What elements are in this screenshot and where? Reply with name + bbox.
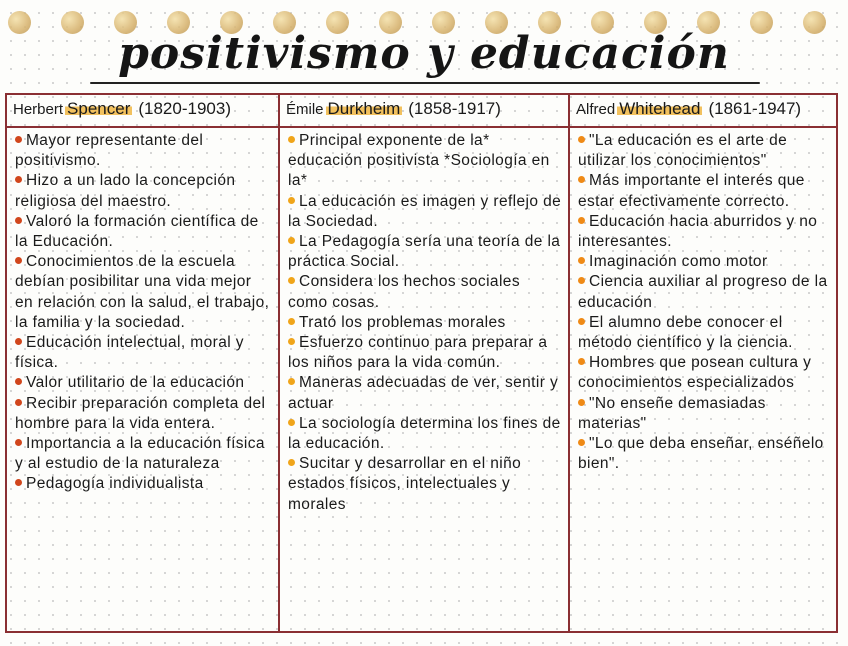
column-durkheim xyxy=(280,95,570,631)
bullet-dot-icon xyxy=(578,277,585,284)
bullet-dot-icon xyxy=(288,136,295,143)
bullet-dot-icon xyxy=(578,439,585,446)
author-years: (1858-1917) xyxy=(408,99,501,118)
list-item xyxy=(15,394,272,434)
bullet-dot-icon xyxy=(288,459,295,466)
author-first-name: Émile xyxy=(286,101,324,118)
bullet-dot-icon xyxy=(15,217,22,224)
author-first-name: Alfred xyxy=(576,101,616,118)
list-item xyxy=(288,414,562,454)
item-text: Educación intelectual, moral y física. xyxy=(15,334,244,372)
list-item xyxy=(15,171,272,211)
bullet-dot-icon xyxy=(578,136,585,143)
column-header xyxy=(570,95,836,128)
bullet-dot-icon xyxy=(288,277,295,284)
page-title: positivismo y educación xyxy=(118,28,730,79)
item-text: Recibir preparación completa del hombre para la vida entera. xyxy=(15,394,266,432)
item-text: Trató los problemas morales xyxy=(299,313,506,331)
item-text: Pedagogía individualista xyxy=(26,475,204,493)
list-item xyxy=(15,131,272,171)
column-whitehead xyxy=(570,95,836,631)
list-item xyxy=(578,353,830,393)
item-text: Valor utilitario de la educación xyxy=(26,374,245,392)
list-item xyxy=(288,373,562,413)
list-item xyxy=(288,313,562,333)
author-last-name: Durkheim xyxy=(327,99,401,118)
list-item xyxy=(288,232,562,272)
list-item xyxy=(578,212,830,252)
column-body xyxy=(570,128,836,474)
item-text: La Pedagogía sería una teoría de la práctica Social. xyxy=(288,233,561,271)
bullet-dot-icon xyxy=(578,257,585,264)
bullet-dot-icon xyxy=(15,399,22,406)
item-text: Considera los hechos sociales como cosas. xyxy=(288,273,520,311)
item-text: Más importante el interés que estar efectivamente correcto. xyxy=(578,172,805,210)
column-body xyxy=(280,128,568,515)
list-item xyxy=(288,131,562,192)
bullet-dot-icon xyxy=(15,176,22,183)
item-text: Hombres que posean cultura y conocimientos especializados xyxy=(578,354,812,392)
list-item xyxy=(578,131,830,171)
item-text: Esfuerzo continuo para preparar a los niños para la vida común. xyxy=(288,334,548,372)
bullet-dot-icon xyxy=(578,217,585,224)
item-text: El alumno debe conocer el método científico y la ciencia. xyxy=(578,313,793,352)
column-header xyxy=(280,95,568,128)
list-item xyxy=(578,252,830,272)
list-item xyxy=(578,171,830,211)
item-text: La educación es imagen y reflejo de la Sociedad. xyxy=(288,192,562,230)
author-years: (1820-1903) xyxy=(138,99,231,118)
bullet-dot-icon xyxy=(288,318,295,325)
item-text: "No enseñe demasiadas materias" xyxy=(578,394,766,432)
bullet-dot-icon xyxy=(578,318,585,325)
item-text: Imaginación como motor xyxy=(589,253,768,271)
bullet-dot-icon xyxy=(288,378,295,385)
item-text: Sucitar y desarrollar en el niño estados físicos, intelectuales y morales xyxy=(288,455,522,513)
item-text: Importancia a la educación física y al estudio de la naturaleza xyxy=(15,435,265,473)
item-text: "Lo que deba enseñar, enséñelo bien". xyxy=(578,435,824,473)
title-underline xyxy=(90,82,760,84)
list-item xyxy=(15,373,272,393)
bullet-dot-icon xyxy=(15,439,22,446)
item-text: Ciencia auxiliar al progreso de la educación xyxy=(578,273,828,311)
author-years: (1861-1947) xyxy=(708,99,802,118)
bullet-dot-icon xyxy=(15,479,22,486)
item-text: Valoró la formación científica de la Educación. xyxy=(15,212,259,251)
author-first-name: Herbert xyxy=(13,101,64,118)
item-text: Hizo a un lado la concepción religiosa del maestro. xyxy=(15,172,236,210)
list-item xyxy=(578,394,830,434)
author-last-name: Spencer xyxy=(67,99,131,118)
author-last-name: Whitehead xyxy=(619,99,701,118)
bullet-dot-icon xyxy=(288,338,295,345)
bullet-dot-icon xyxy=(578,358,585,365)
list-item xyxy=(578,313,830,353)
list-item xyxy=(15,212,272,252)
list-item xyxy=(15,434,272,474)
bullet-dot-icon xyxy=(288,237,295,244)
item-text: Educación hacia aburridos y no interesantes. xyxy=(578,212,818,251)
list-item xyxy=(288,333,562,373)
list-item xyxy=(15,333,272,373)
list-item xyxy=(288,454,562,515)
bullet-dot-icon xyxy=(15,257,22,264)
column-spencer xyxy=(7,95,280,631)
bullet-dot-icon xyxy=(288,197,295,204)
bullet-dot-icon xyxy=(15,378,22,385)
list-item xyxy=(578,434,830,474)
bullet-dot-icon xyxy=(578,399,585,406)
column-body xyxy=(7,128,278,495)
item-text: La sociología determina los fines de la educación. xyxy=(288,414,561,453)
item-text: Maneras adecuadas de ver, sentir y actuar xyxy=(288,374,559,412)
list-item xyxy=(15,474,272,494)
bullet-dot-icon xyxy=(15,338,22,345)
bullet-dot-icon xyxy=(578,176,585,183)
column-header xyxy=(7,95,278,128)
item-text: "La educación es el arte de utilizar los conocimientos" xyxy=(578,132,788,170)
list-item xyxy=(578,272,830,312)
list-item xyxy=(288,192,562,232)
item-text: Conocimientos de la escuela debían posibilitar una vida mejor en relación con la salud, el trabajo, la familia y la sociedad. xyxy=(15,253,270,331)
bullet-dot-icon xyxy=(288,419,295,426)
comparison-table xyxy=(5,93,838,633)
list-item xyxy=(288,272,562,312)
bullet-dot-icon xyxy=(15,136,22,143)
list-item xyxy=(15,252,272,333)
item-text: Mayor representante del positivismo. xyxy=(15,132,204,170)
item-text: Principal exponente de la* educación positivista *Sociología en la* xyxy=(288,132,550,190)
